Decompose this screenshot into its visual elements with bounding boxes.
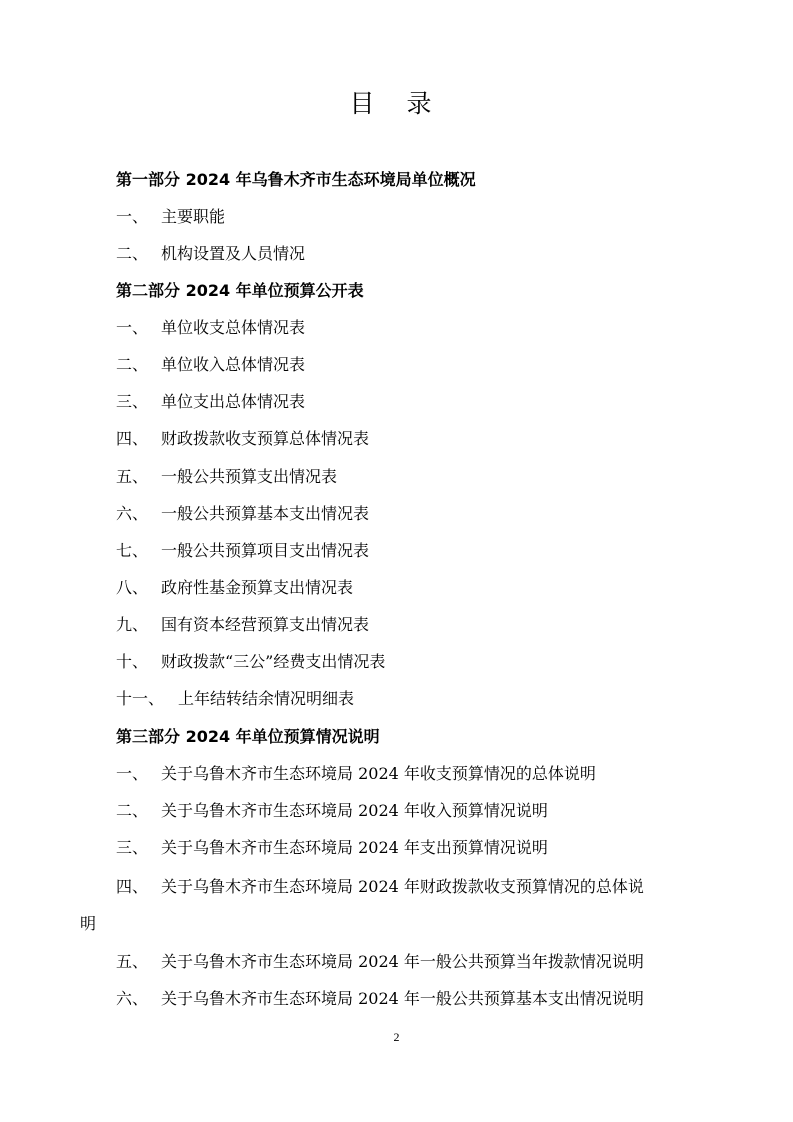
toc-entry: [116, 578, 716, 598]
toc-entry: [116, 615, 716, 635]
toc-entry-text: 单位收支总体情况表: [161, 318, 306, 337]
toc-entry: [116, 318, 716, 338]
toc-entry-number: 九、: [116, 615, 149, 634]
toc-entry: [116, 689, 716, 709]
toc-entry: [116, 952, 716, 972]
toc-entry-text: 关于乌鲁木齐市生态环境局 2024 年支出预算情况说明: [161, 838, 548, 857]
toc-entry-text: 政府性基金预算支出情况表: [161, 578, 354, 597]
toc-entry: [116, 504, 716, 524]
toc-entry-number: 三、: [116, 392, 149, 411]
toc-entry-number: 八、: [116, 578, 149, 597]
toc-entry-number: 二、: [116, 355, 149, 374]
toc-entry-number: 五、: [116, 467, 149, 486]
toc-entry-text: 关于乌鲁木齐市生态环境局 2024 年一般公共预算当年拨款情况说明: [161, 952, 644, 971]
toc-entry: [116, 355, 716, 375]
toc-entry-text: 财政拨款收支预算总体情况表: [161, 429, 370, 448]
toc-entry: [116, 467, 716, 487]
toc-entry-number: 一、: [116, 207, 149, 226]
toc-entry: [116, 877, 716, 897]
toc-entry: [116, 541, 716, 561]
toc-entry-text: 关于乌鲁木齐市生态环境局 2024 年收支预算情况的总体说明: [161, 764, 596, 783]
toc-entry-number: 一、: [116, 764, 149, 783]
toc-entry: [116, 652, 716, 672]
toc-entry: [116, 838, 716, 858]
toc-entry-text: 上年结转结余情况明细表: [178, 689, 355, 708]
page-title: 目 录: [349, 89, 444, 118]
toc-entry-number: 六、: [116, 504, 149, 523]
toc-entry-number: 一、: [116, 318, 149, 337]
toc-entry-number: 十、: [116, 652, 149, 671]
toc-entry-number: 四、: [116, 429, 149, 448]
part-2-heading: 第二部分 2024 年单位预算公开表: [116, 281, 364, 300]
toc-entry: [116, 801, 716, 821]
toc-entry-text: 关于乌鲁木齐市生态环境局 2024 年一般公共预算基本支出情况说明: [161, 989, 644, 1008]
part-3-heading: 第三部分 2024 年单位预算情况说明: [116, 727, 380, 746]
part-1-heading: 第一部分 2024 年乌鲁木齐市生态环境局单位概况: [116, 170, 476, 189]
toc-entry: [116, 989, 716, 1009]
toc-entry-text: 关于乌鲁木齐市生态环境局 2024 年收入预算情况说明: [161, 801, 548, 820]
toc-entry: [116, 244, 716, 264]
toc-entry: [116, 207, 716, 227]
toc-entry-number: 十一、: [116, 689, 165, 708]
toc-entry-text: 机构设置及人员情况: [161, 244, 306, 263]
toc-entry-continuation: 明: [80, 914, 97, 933]
toc-entry-text: 财政拨款“三公”经费支出情况表: [161, 652, 386, 671]
toc-entry-number: 三、: [116, 838, 149, 857]
page-number: 2: [393, 1030, 400, 1044]
toc-entry: [116, 764, 716, 784]
toc-entry-text: 主要职能: [161, 207, 226, 226]
toc-entry-text: 一般公共预算基本支出情况表: [161, 504, 370, 523]
toc-entry-number: 七、: [116, 541, 149, 560]
toc-entry-text: 单位支出总体情况表: [161, 392, 306, 411]
toc-entry-number: 二、: [116, 801, 149, 820]
toc-entry-number: 二、: [116, 244, 149, 263]
toc-entry-text: 国有资本经营预算支出情况表: [161, 615, 370, 634]
toc-entry: [116, 392, 716, 412]
toc-entry-text: 一般公共预算支出情况表: [161, 467, 338, 486]
toc-entry-text: 单位收入总体情况表: [161, 355, 306, 374]
toc-entry: [116, 429, 716, 449]
toc-entry-number: 五、: [116, 952, 149, 971]
toc-entry-text: 一般公共预算项目支出情况表: [161, 541, 370, 560]
toc-entry-text: 关于乌鲁木齐市生态环境局 2024 年财政拨款收支预算情况的总体说: [161, 877, 644, 896]
toc-entry-number: 六、: [116, 989, 149, 1008]
toc-entry-number: 四、: [116, 877, 149, 896]
